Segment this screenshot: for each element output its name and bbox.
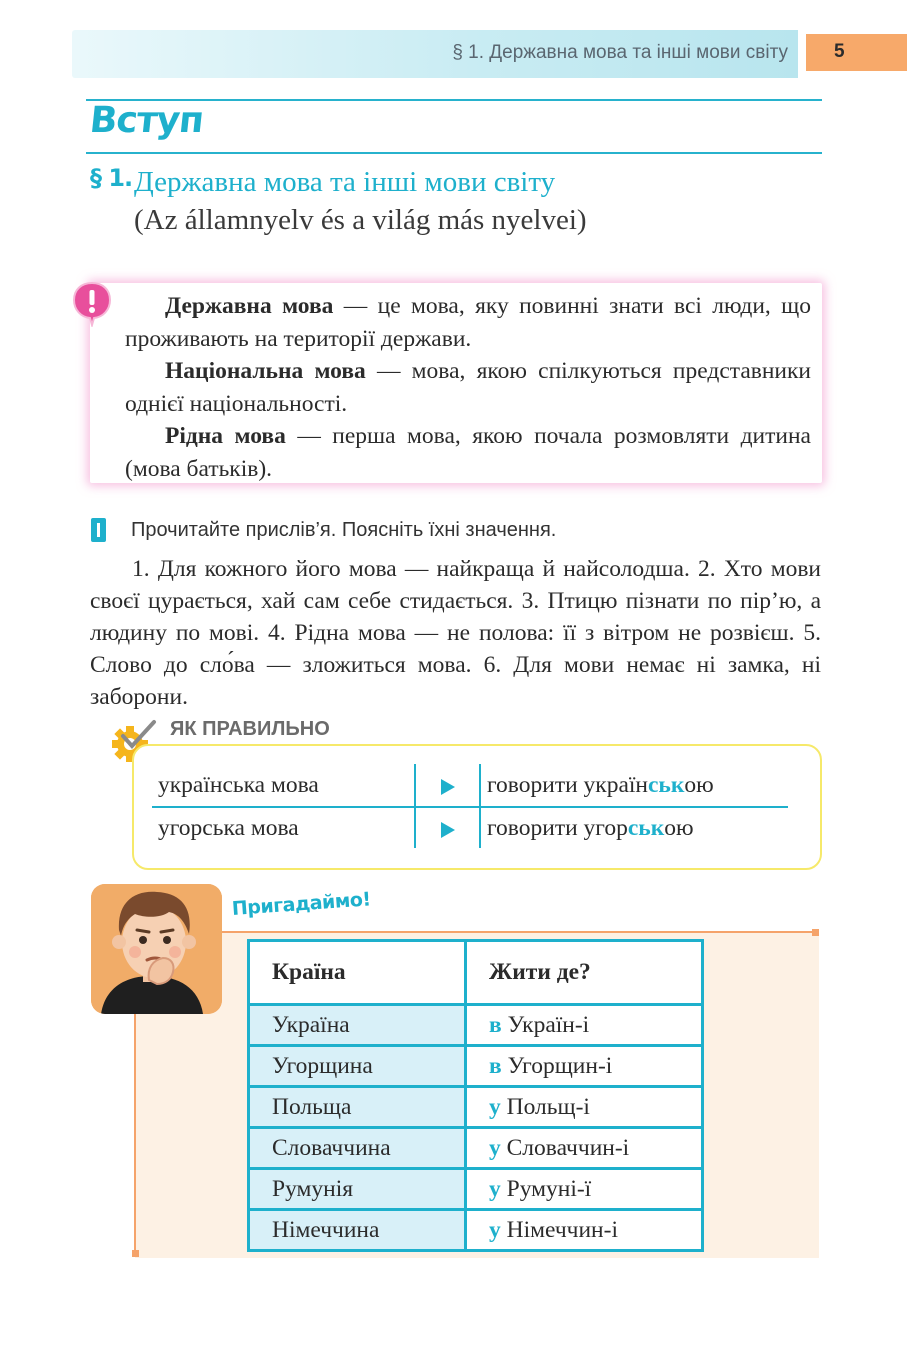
country-cell: Німеччина xyxy=(249,1210,466,1251)
paragraph-subtitle: (Az államnyelv és a világ más nyelvei) xyxy=(134,204,587,236)
correct-usage-label: ЯК ПРАВИЛЬНО xyxy=(170,718,330,740)
exercise-instruction: Прочитайте прислів’я. Поясніть їхні значення. xyxy=(131,519,557,541)
running-title: § 1. Державна мова та інші мови світу xyxy=(452,42,788,63)
arrow-right-icon xyxy=(441,822,455,838)
location-cell: у Словаччин-і xyxy=(466,1128,703,1169)
remember-corner-dot xyxy=(132,1250,139,1257)
paragraph-title: Державна мова та інші мови світу xyxy=(134,166,556,198)
remember-top-line xyxy=(222,931,818,933)
country-cell: Польща xyxy=(249,1087,466,1128)
usage-right-2: говорити угорською xyxy=(487,815,694,841)
table-row xyxy=(249,1169,703,1210)
section-title: Вступ xyxy=(87,100,206,141)
usage-right-1: говорити українською xyxy=(487,772,714,798)
page-number-tab xyxy=(806,34,907,71)
section-rule-bottom xyxy=(86,152,822,154)
usage-left-2: угорська мова xyxy=(158,815,299,841)
definition-national-language: Національна мова — мова, якою спілкуються представники однієї національності. xyxy=(125,358,811,417)
remember-left-line xyxy=(134,1014,136,1254)
table-row xyxy=(249,1005,703,1046)
exercise-number-marker xyxy=(91,518,106,542)
table-row xyxy=(249,1128,703,1169)
table-row xyxy=(249,1046,703,1087)
arrow-right-icon xyxy=(441,779,455,795)
exclamation-icon xyxy=(72,281,112,327)
exercise-proverbs: 1. Для кожного його мова — найкраща й найсолодша. 2. Хто мови своєї цурається, хай сам себе стидається. 3. Птицю пізнати по пір’ю, а людину по мові. 4. Рідна мова — не полова: її з вітром не розвієш. 5. Слово до сло́ва — зложиться мова. 6. Для мови немає ні замка, ні заборони. xyxy=(90,556,821,710)
location-cell: в Угорщин-і xyxy=(466,1046,703,1087)
location-cell: у Німеччин-і xyxy=(466,1210,703,1251)
remember-label: Пригадаймо! xyxy=(231,888,372,920)
country-cell: Румунія xyxy=(249,1169,466,1210)
country-cell: Україна xyxy=(249,1005,466,1046)
definition-state-language: Державна мова — це мова, яку повинні знати всі люди, що проживають на території держави. xyxy=(125,293,811,352)
page-number: 5 xyxy=(834,41,845,62)
usage-row-divider xyxy=(152,806,788,808)
table-header-where: Жити де? xyxy=(466,941,703,1005)
running-header xyxy=(72,30,798,78)
location-cell: в Україн-і xyxy=(466,1005,703,1046)
location-cell: у Румуні-ї xyxy=(466,1169,703,1210)
location-cell: у Польщ-і xyxy=(466,1087,703,1128)
definition-native-language: Рідна мова — перша мова, якою почала розмовляти дитина (мова батьків). xyxy=(125,423,811,482)
country-preposition-table xyxy=(247,939,704,1252)
remember-corner-dot xyxy=(812,929,819,936)
country-cell: Угорщина xyxy=(249,1046,466,1087)
boy-thinking-illustration xyxy=(91,884,222,1014)
paragraph-number: § 1. xyxy=(90,164,133,192)
table-header-country: Країна xyxy=(249,941,466,1005)
country-cell: Словаччина xyxy=(249,1128,466,1169)
table-header-row xyxy=(249,941,703,1005)
table-row xyxy=(249,1210,703,1251)
definitions-text xyxy=(125,290,811,485)
table-row xyxy=(249,1087,703,1128)
usage-left-1: українська мова xyxy=(158,772,319,798)
